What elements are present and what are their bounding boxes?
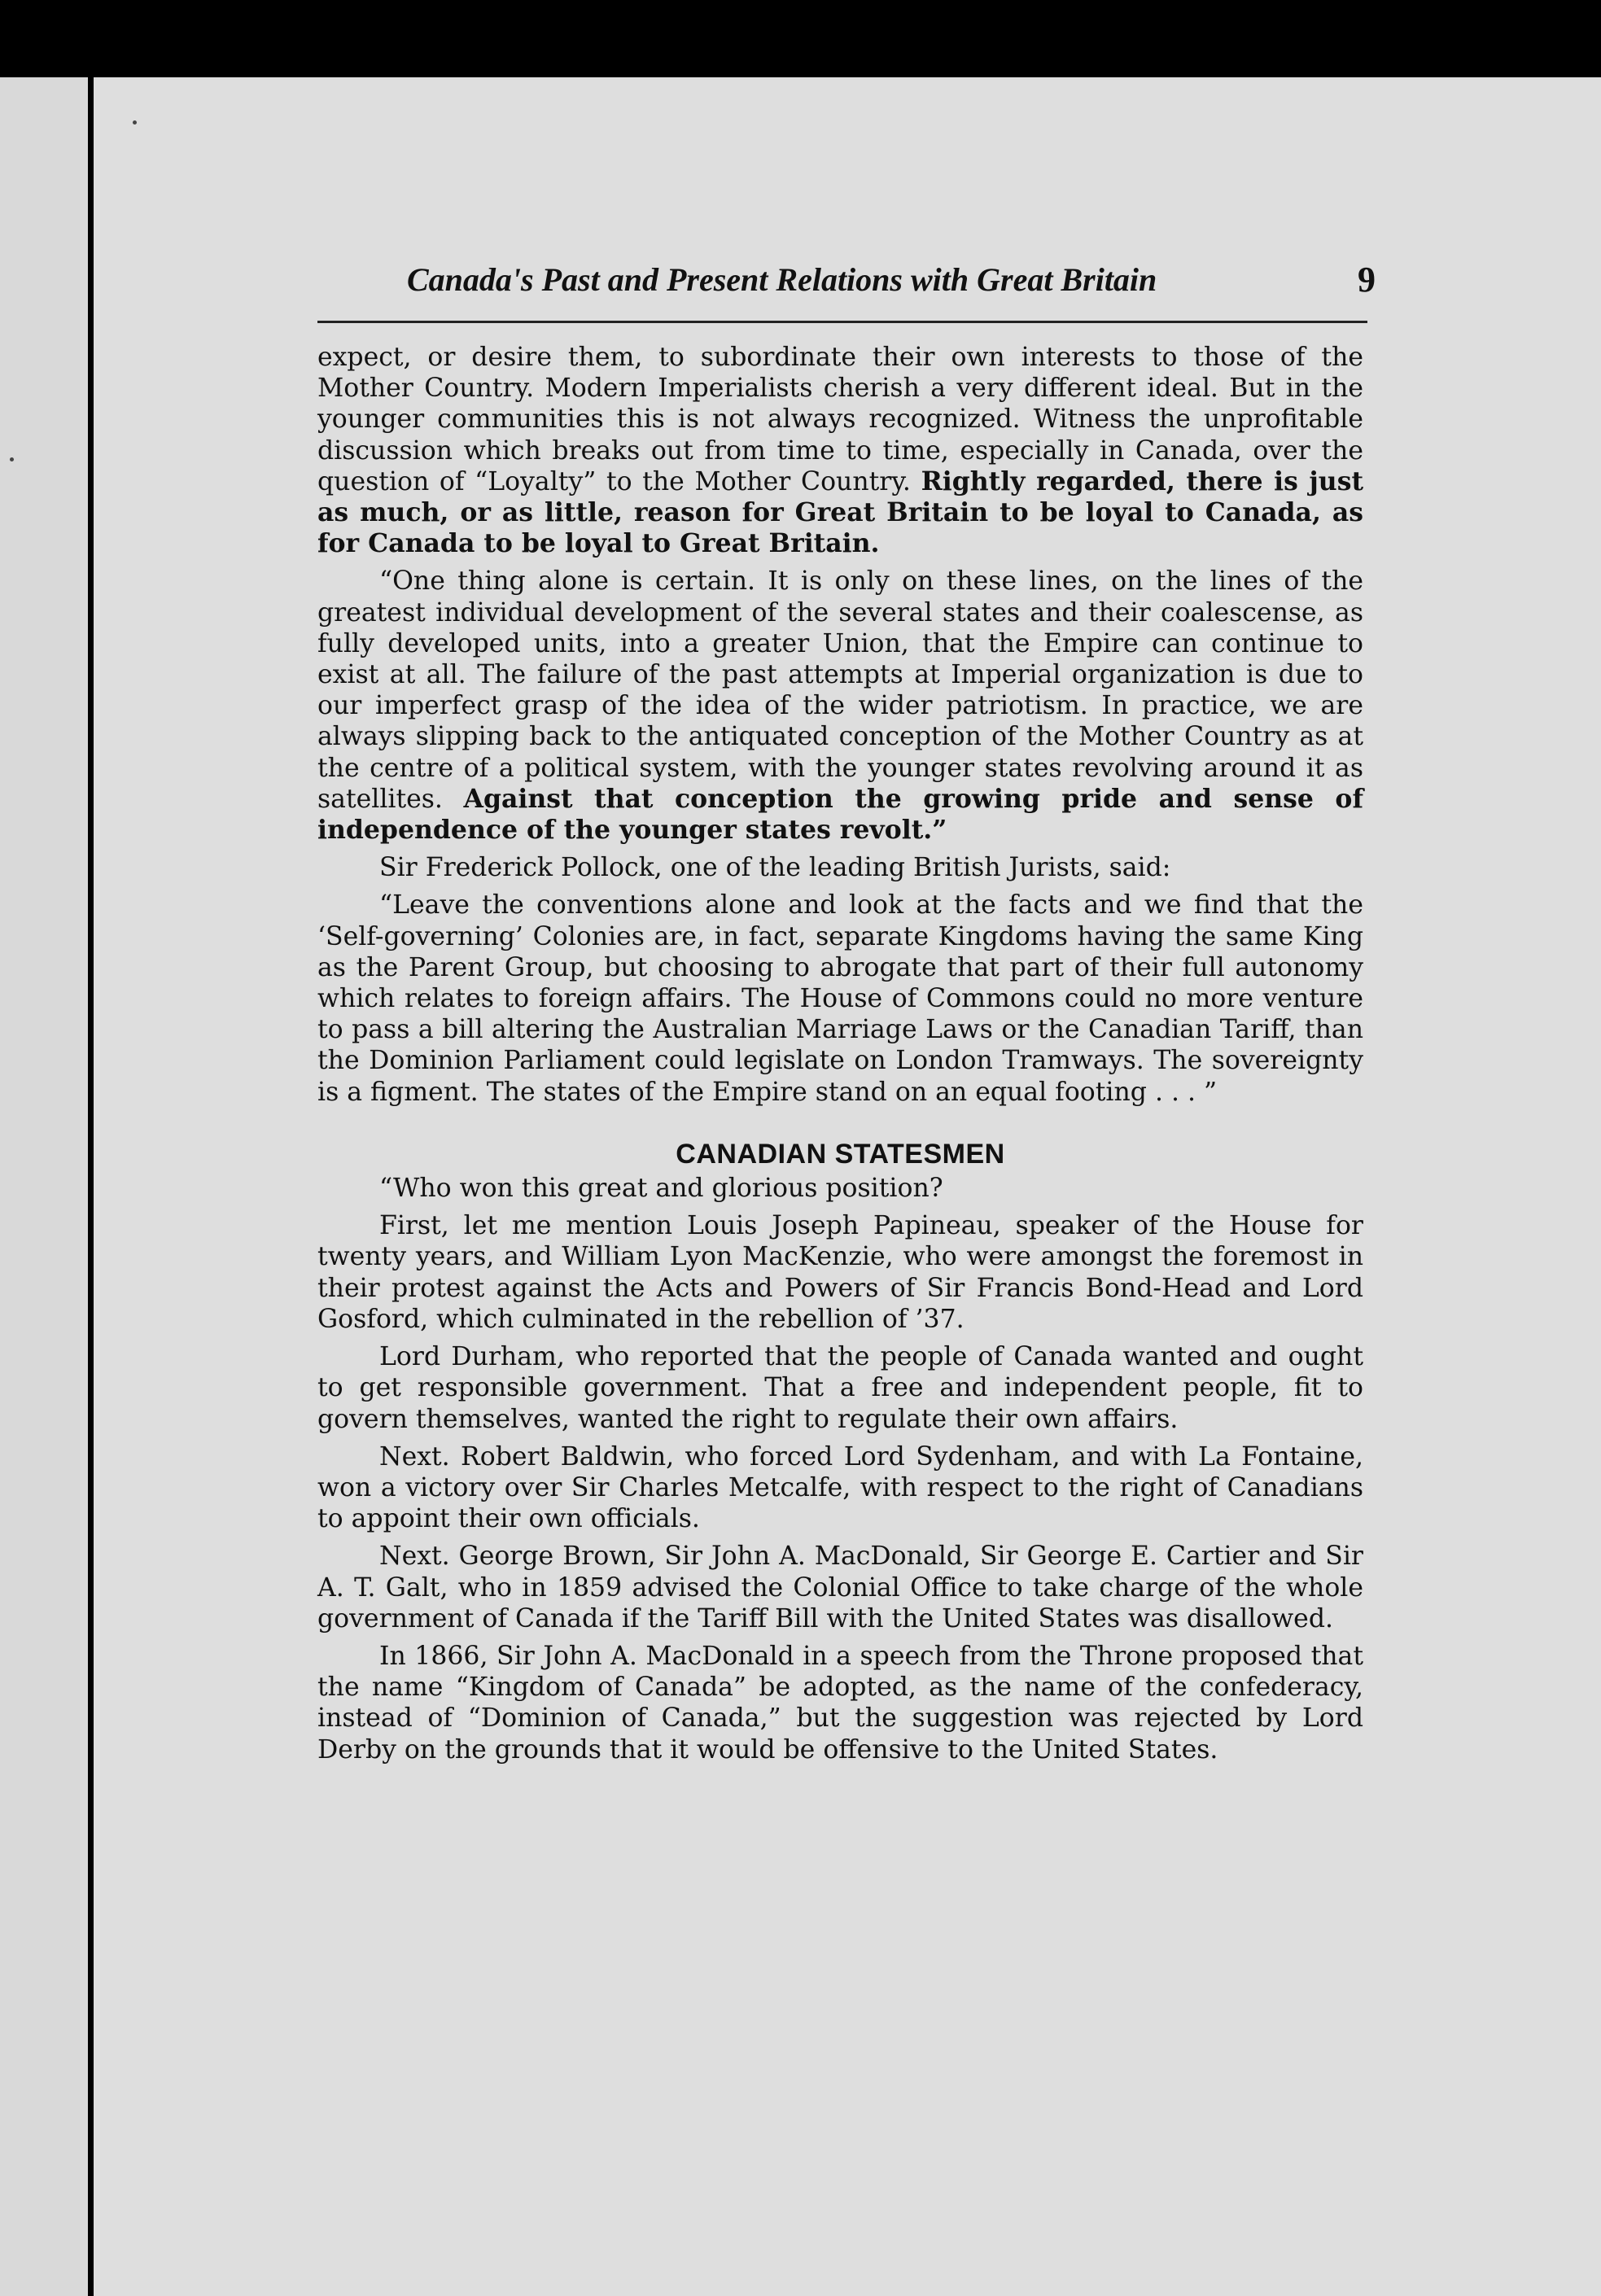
section-paragraph: First, let me mention Louis Joseph Papineau, speaker of the House for twenty years, and William Lyon MacKenzie, who were amongst the foremost in their protest against the Acts and Powers of Sir Francis Bond-Head and Lord Gosford, which culminated in the rebellion of ’37. (317, 1211, 1363, 1334)
section-paragraph: In 1866, Sir John A. MacDonald in a speech from the Throne proposed that the name “Kingdom of Canada” be adopted, as the name of the confederacy, instead of “Dominion of Canada,” but the suggestion was rejected by Lord Derby on the grounds that it would be offensive to the United States. (317, 1641, 1363, 1765)
section-paragraph: Lord Durham, who reported that the people of Canada wanted and ought to get responsible government. That a free and independent people, fit to govern themselves, wanted the right to regulate their own affairs. (317, 1342, 1363, 1434)
section-paragraph: “Who won this great and glorious position? (379, 1174, 943, 1204)
paragraph-text: “Leave the conventions alone and look at the facts and we find that the ‘Self-governing’ Colonies are, in fact, separate Kingdoms having the same King as the Parent Group, but choosing to abrogate that part of their full autonomy which relates to foreign affairs. The House of Commons could no more venture to pass a bill altering the Australian Marriage Laws or the Canadian Tariff, than the Dominion Parliament could legislate on London Tramways. The sovereignty is a figment. The states of the Empire stand on an equal footing . . . ” (317, 890, 1363, 1107)
paragraph-text: expect, or desire them, to subordinate their own interests to those of the Mother Country. Modern Imperialists cherish a very different ideal. But in the younger communities this is not always recognized. Witness the unprofitable discussion which breaks out from time to time, especially in Canada, over the question of “Loyalty” to the Mother Country. (317, 343, 1363, 496)
section-paragraph: Next. Robert Baldwin, who forced Lord Sydenham, and with La Fontaine, won a victory over Sir Charles Metcalfe, with respect to the right of Canadians to appoint their own officials. (317, 1441, 1363, 1534)
speck-mark (133, 120, 137, 125)
page-body (317, 342, 1363, 1765)
page-number: 9 (1358, 260, 1376, 300)
paragraph (317, 852, 1363, 883)
section-heading: CANADIAN STATESMEN (676, 1138, 1005, 1170)
paragraph (317, 342, 1363, 559)
paragraph-text: “One thing alone is certain. It is only on these lines, on the lines of the greatest individual development of the several states and their coalescense, as fully developed units, into a greater Union, that the Empire can continue to exist at all. The failure of the past attempts at Imperial organization is due to our imperfect grasp of the idea of the wider patriotism. In practice, we are always slipping back to the antiquated conception of the Mother Country as at the centre of a political system, with the younger states revolving around it as satellites. (317, 566, 1363, 814)
paragraph (317, 890, 1363, 1107)
paragraph-text: Sir Frederick Pollock, one of the leading British Jurists, said: (379, 853, 1171, 883)
paragraph-bold-text: Against that conception the growing pride and sense of independence of the younger states revolt.” (317, 783, 1363, 846)
paragraph (317, 566, 1363, 846)
header-rule (317, 321, 1367, 323)
adjacent-page-edge (0, 77, 88, 2296)
running-title: Canada's Past and Present Relations with Great Britain (407, 261, 1157, 298)
speck-mark (10, 457, 14, 461)
section-paragraph: Next. George Brown, Sir John A. MacDonald, Sir George E. Cartier and Sir A. T. Galt, who in 1859 advised the Colonial Office to take charge of the whole government of Canada if the Tariff Bill with the United States was disallowed. (317, 1542, 1363, 1633)
running-header (407, 260, 1376, 309)
paragraph-bold-text: Rightly regarded, there is just as much, or as little, reason for Great Britain to be loyal to Canada, as for Canada to be loyal to Great Britain. (317, 466, 1363, 559)
